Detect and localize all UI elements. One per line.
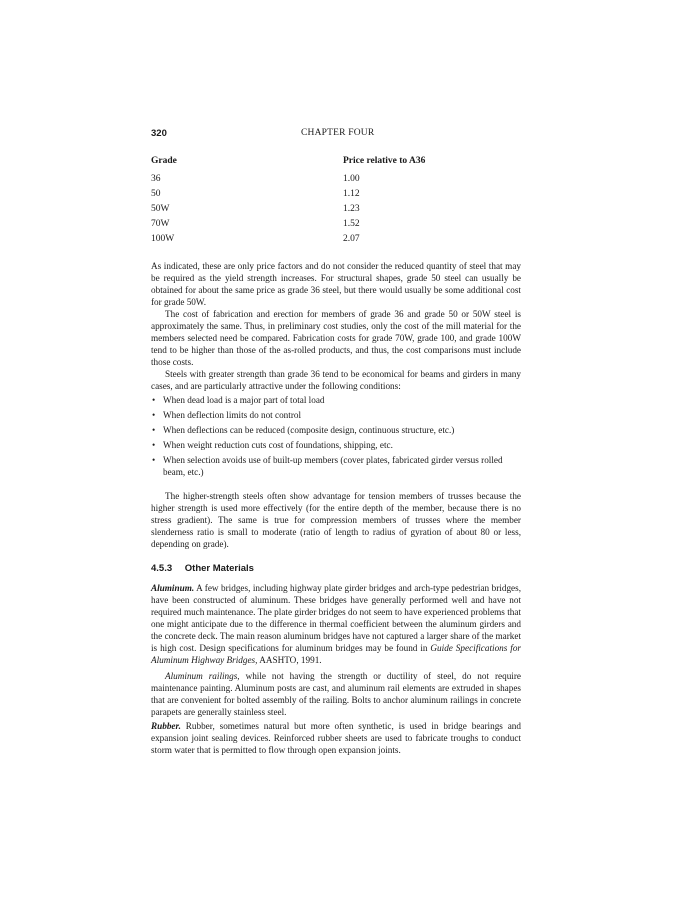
grade-cell: 70W [151, 219, 170, 229]
railings-body: while not having the strength or ductility of steel, do not require maintenance painting. Aluminum posts are cast, and aluminum rail elements are extruded in shapes that are convenient for bolted assembly of the railing. Bolts to anchor aluminum railings in concrete parapets are generally stainless steel. [151, 671, 521, 717]
paragraph: As indicated, these are only price factors and do not consider the reduced quantity of steel that may be required as the yield strength increases. For structural shapes, grade 50 steel can usually be obtained for about the same price as grade 36 steel, but there would usually be some additional cost for grade 50W. [151, 261, 521, 307]
paragraph [151, 670, 521, 718]
running-header [151, 128, 521, 142]
price-cell: 1.23 [343, 204, 360, 214]
section-heading [151, 563, 254, 574]
railings-text [151, 670, 521, 718]
grade-cell: 36 [151, 174, 161, 184]
list-item [151, 439, 521, 451]
list-item [151, 424, 521, 436]
rubber-body: Rubber, sometimes natural but more often synthetic, is used in bridge bearings and expansion joint sealing devices. Reinforced rubber sheets are used to fabricate troughs to conduct storm water that is permitted to flow through open expansion joints. [151, 721, 521, 755]
list-item [151, 454, 521, 478]
list-item-text: When deflection limits do not control [163, 410, 302, 420]
table-row [151, 219, 521, 234]
bullet-icon: • [152, 455, 156, 465]
bullet-icon: • [152, 395, 156, 405]
table-row [151, 174, 521, 189]
paragraph: Steels with greater strength than grade 36 tend to be economical for beams and girders in many cases, and are particularly attractive under the following conditions: [151, 369, 521, 391]
paragraph: The cost of fabrication and erection for members of grade 36 and grade 50 or 50W steel is approximately the same. Thus, in preliminary cost studies, only the cost of the mill material for the members selected need be compared. Fabrication costs for grade 70W, grade 100, and grade 100W tend to be higher than those of the as-rolled products, and thus, the cost comparisons must include those costs. [151, 309, 521, 367]
list-item-text: When deflections can be reduced (composite design, continuous structure, etc.) [163, 425, 455, 435]
price-cell: 1.52 [343, 219, 360, 229]
list-item-text: When weight reduction cuts cost of foundations, shipping, etc. [163, 440, 393, 450]
price-cell: 2.07 [343, 234, 360, 244]
section-number: 4.5.3 [151, 563, 173, 574]
paragraph [151, 720, 521, 756]
aluminum-runin: Aluminum. [151, 583, 195, 593]
table-row [151, 189, 521, 204]
bullet-icon: • [152, 410, 156, 420]
aluminum-text-b: AASHTO, 1991. [259, 655, 322, 665]
reference-title: Guide Specifications for Aluminum Highway Bridges, [151, 643, 522, 665]
bullet-icon: • [152, 440, 156, 450]
list-item-text: When selection avoids use of built-up members (cover plates, fabricated girder versus rolled beam, etc.) [163, 455, 503, 477]
price-cell: 1.00 [343, 174, 360, 184]
aluminum-text-a: A few bridges, including highway plate girder bridges and arch-type pedestrian bridges, have been constructed of aluminum. These bridges have generally performed well and have not required much maintenance. The plate girder bridges do not seem to have experienced problems that one might anticipate due to the difference in thermal coefficient between the aluminum girders and the concrete deck. The main reason aluminum bridges have not captured a larger share of the market is high cost. Design specifications for aluminum bridges may be found in [151, 583, 521, 653]
grade-column-header: Grade [151, 156, 177, 166]
page-number: 320 [151, 128, 167, 139]
table-row [151, 234, 521, 249]
chapter-title: CHAPTER FOUR [301, 128, 375, 138]
price-cell: 1.12 [343, 189, 360, 199]
grade-cell: 50W [151, 204, 170, 214]
section-title: Other Materials [184, 563, 254, 574]
aluminum-text [151, 582, 521, 666]
list-item [151, 394, 521, 406]
price-table [151, 156, 521, 249]
table-header-row [151, 156, 521, 174]
tension-members-text [151, 490, 521, 550]
rubber-text [151, 720, 521, 756]
grade-cell: 100W [151, 234, 175, 244]
rubber-runin: Rubber. [151, 721, 181, 731]
paragraph [151, 582, 521, 666]
railings-runin: Aluminum railings, [165, 671, 240, 681]
list-item [151, 409, 521, 421]
grade-cell: 50 [151, 189, 161, 199]
price-column-header: Price relative to A36 [343, 156, 426, 166]
cost-discussion [151, 260, 521, 392]
bullet-icon: • [152, 425, 156, 435]
table-row [151, 204, 521, 219]
list-item-text: When dead load is a major part of total load [163, 395, 325, 405]
conditions-list [151, 394, 521, 481]
paragraph: The higher-strength steels often show advantage for tension members of trusses because the higher strength is used more effectively (for the entire depth of the member, because there is no stress gradient). The same is true for compression members of trusses where the member slenderness ratio is small to moderate (ratio of length to radius of gyration of about 80 or less, depending on grade). [151, 491, 521, 549]
